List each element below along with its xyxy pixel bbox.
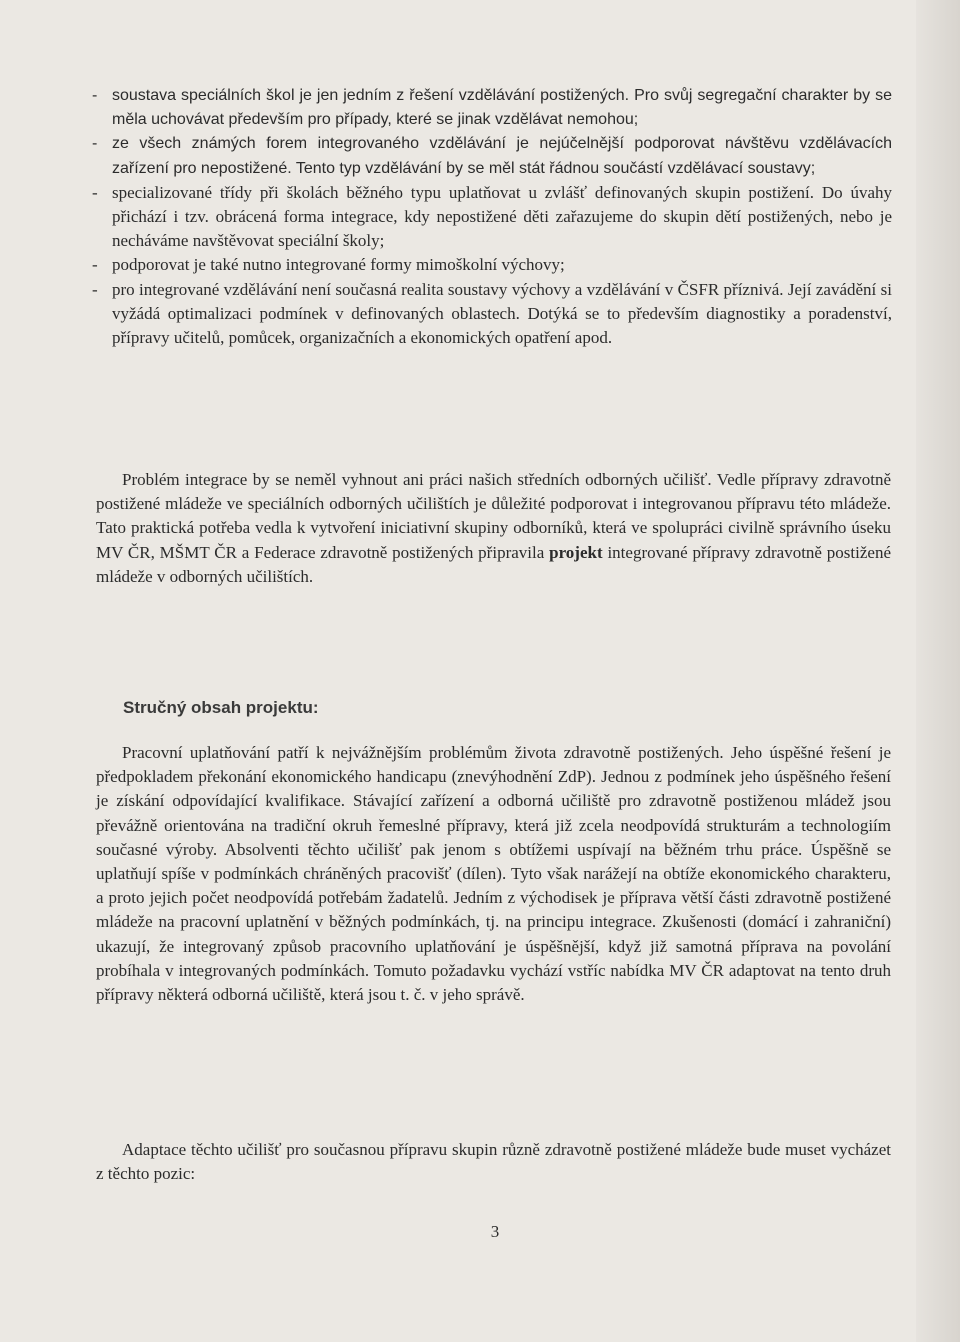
bullet-dash: - — [92, 135, 98, 153]
list-item-text: podporovat je také nutno integrované formy mimoškolní výchovy; — [112, 255, 565, 275]
paragraph-text: Problém integrace by se neměl vyhnout ani práci našich středních odborných učilišť. Vedle přípravy zdravotně postižené mládeže ve speciálních odborných učilištích je důležité podporovat i integrovanou přípravu této mládeže. Tato praktická potřeba vedla k vytvoření iniciativní skupiny odborníků, která ve spolupráci civilně správního úseku MV ČR, MŠMT ČR a Federace zdravotně postižených připravila — [96, 470, 891, 562]
bullet-dash: - — [92, 182, 98, 202]
bold-word: projekt — [549, 542, 603, 562]
bullet-dash: - — [92, 87, 98, 104]
list-item — [92, 278, 892, 351]
section-heading: Stručný obsah projektu: — [123, 698, 319, 717]
list-item-text: specializované třídy při školách běžného typu uplatňovat u zvlášť definovaných skupin postižení. Do úvahy přichází i tzv. obrácená forma integrace, kdy nepostižené děti zařazujeme do skupin dětí postižených, nebo je necháváme navštěvovat speciální školy; — [112, 182, 892, 251]
list-item — [92, 84, 892, 132]
bullet-dash: - — [92, 255, 98, 275]
bullet-list — [92, 84, 892, 350]
list-item — [92, 181, 892, 254]
list-item-text: pro integrované vzdělávání není současná realita soustavy výchovy a vzdělávání v ČSFR příznivá. Její zavádění si vyžádá optimalizaci podmínek v definovaných oblastech. Dotýká se to především diagnostiky a poradenství, přípravy učitelů, pomůcek, organizačních a ekonomických opatření apod. — [112, 279, 892, 348]
paragraph-adaptation: Adaptace těchto učilišť pro současnou přípravu skupin různě zdravotně postižené mládeže bude muset vycházet z těchto pozic: — [96, 1140, 891, 1184]
list-item-text: ze všech známých forem integrovaného vzdělávání je nejúčelnější podporovat návštěvu vzdělávacích zařízení pro nepostižené. Tento typ vzdělávání by se měl stát řádnou součástí vzdělávací soustavy; — [112, 135, 892, 177]
page-number: 3 — [490, 1222, 500, 1241]
page-edge-shadow — [916, 0, 960, 1342]
paragraph-text-tail: integrované přípravy zdravotně postižené mládeže v odborných učilištích. — [96, 542, 891, 586]
list-item — [92, 253, 892, 277]
paragraph-project-summary: Pracovní uplatňování patří k nejvážnějším problémům života zdravotně postižených. Jeho úspěšné řešení je předpokladem překonání ekonomického handicapu (znevýhodnění ZdP). Jednou z podmínek jeho úspěšného řešení je získání odpovídající kvalifikace. Stávající zařízení a odborná učiliště pro zdravotně postiženou mládež jsou převážně orientována na tradiční okruh řemeslné přípravy, která již zcela neodpovídá strukturám a technologiím současné výroby. Absolventi těchto učilišť pak jenom s obtížemi uspívají na běžném trhu práce. Úspěšně se uplatňují spíše v podmínkách chráněných pracovišť (dílen). Tyto však narážejí na obtíže ekonomického charakteru, a proto jejich počet neodpovídá potřebám žadatelů. Jedním z východisek je příprava větší části zdravotně postižené mládeže na pracovní uplatnění v běžných podmínkách, tj. na principu integrace. Zkušenosti (domácí i zahraniční) ukazují, že integrovaný způsob pracovního uplatňování je úspěšnější, když již samotná příprava na povolání probíhala v integrovaných podmínkách. Tomuto požadavku vychází vstříc nabídka MV ČR adaptovat na tento druh přípravy některá odborná učiliště, která jsou t. č. v jeho správě. — [96, 743, 891, 1005]
paragraph-integration — [96, 468, 891, 589]
bullet-dash: - — [92, 279, 98, 299]
list-item — [92, 132, 892, 180]
list-item-text: soustava speciálních škol je jen jedním z řešení vzdělávání postižených. Pro svůj segregační charakter by se měla uchovávat především pro případy, které se jinak vzdělávat nemohou; — [112, 87, 892, 129]
